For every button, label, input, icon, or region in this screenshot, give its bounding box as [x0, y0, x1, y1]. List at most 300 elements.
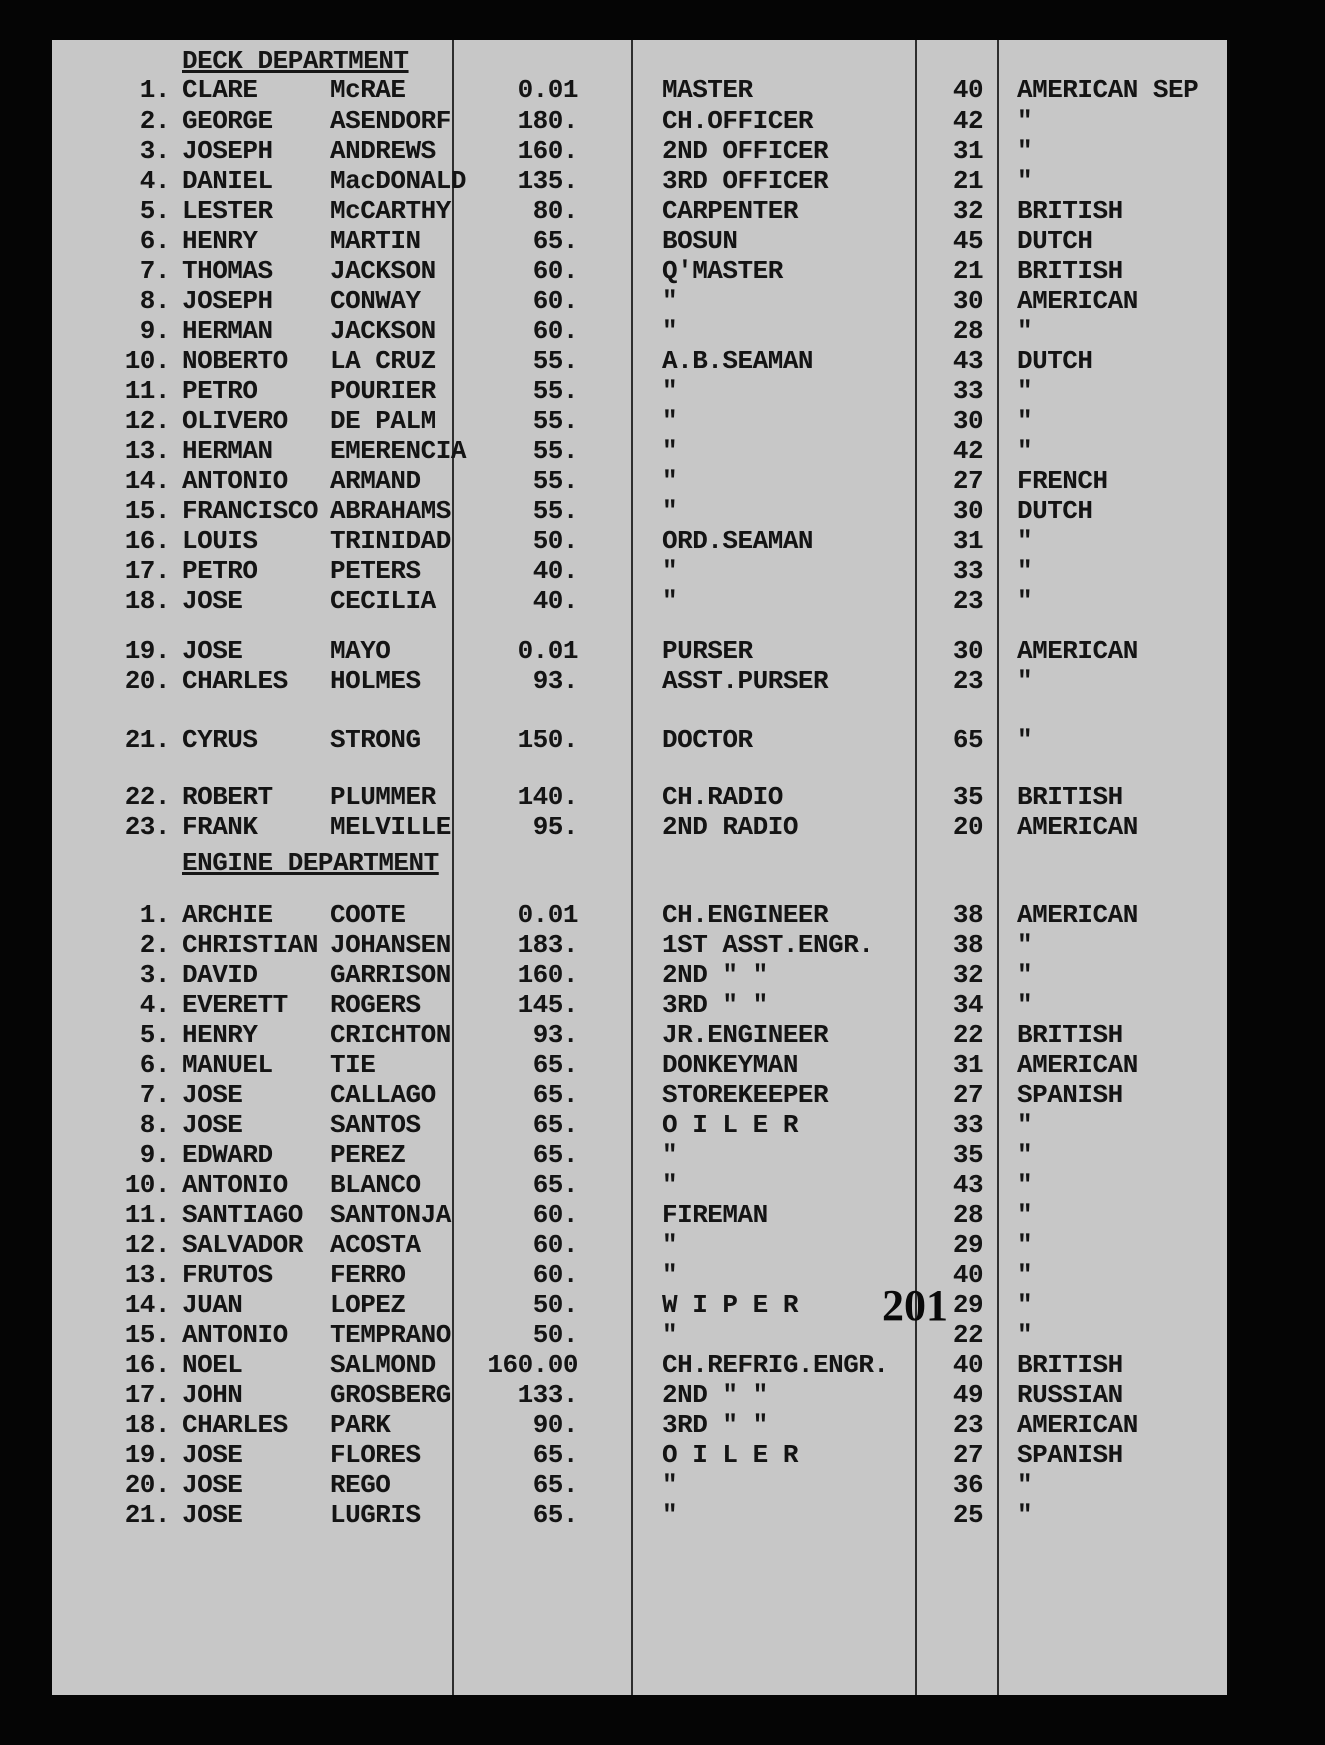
crew-rate: ": [662, 466, 678, 496]
crew-rate: ": [662, 1260, 678, 1290]
crew-pay: 0.01: [517, 900, 578, 930]
crew-pay: 65.: [532, 1050, 578, 1080]
crew-num: 4.: [139, 166, 170, 196]
crew-num: 3.: [139, 136, 170, 166]
crew-nat: ": [1017, 725, 1033, 755]
crew-nat: ": [1017, 376, 1033, 406]
crew-rate: 1ST ASST.ENGR.: [662, 930, 874, 960]
crew-num: 6.: [139, 1050, 170, 1080]
crew-last: EMERENCIA: [330, 436, 466, 466]
crew-pay: 160.00: [487, 1350, 578, 1380]
crew-rate: ": [662, 586, 678, 616]
crew-pay: 60.: [532, 256, 578, 286]
crew-age: 36: [952, 1470, 984, 1500]
crew-first: FRANK: [182, 812, 258, 842]
crew-num: 1.: [139, 75, 170, 105]
crew-nat: BRITISH: [1017, 196, 1123, 226]
crew-rate: O I L E R: [662, 1440, 798, 1470]
crew-nat: ": [1017, 1170, 1033, 1200]
crew-last: McCARTHY: [330, 196, 451, 226]
crew-age: 33: [952, 376, 984, 406]
crew-nat: AMERICAN: [1017, 286, 1138, 316]
crew-age: 29: [952, 1290, 984, 1320]
crew-rate: ": [662, 1140, 678, 1170]
crew-num: 10.: [124, 1170, 170, 1200]
crew-pay: 65.: [532, 1500, 578, 1530]
crew-age: 32: [952, 960, 984, 990]
crew-rate: CH.REFRIG.ENGR.: [662, 1350, 889, 1380]
crew-nat: DUTCH: [1017, 496, 1093, 526]
crew-num: 15.: [124, 496, 170, 526]
crew-last: HOLMES: [330, 666, 421, 696]
crew-rate: ASST.PURSER: [662, 666, 829, 696]
crew-first: EDWARD: [182, 1140, 273, 1170]
crew-age: 45: [952, 226, 984, 256]
deck-department-title: DECK DEPARTMENT: [182, 46, 409, 76]
crew-nat: ": [1017, 1260, 1033, 1290]
crew-num: 22.: [124, 782, 170, 812]
crew-pay: 55.: [532, 346, 578, 376]
crew-pay: 65.: [532, 1170, 578, 1200]
crew-nat: DUTCH: [1017, 226, 1093, 256]
crew-nat: ": [1017, 1110, 1033, 1140]
crew-last: SANTOS: [330, 1110, 421, 1140]
crew-first: HERMAN: [182, 436, 273, 466]
crew-pay: 55.: [532, 406, 578, 436]
crew-row: [52, 990, 1227, 1020]
crew-row: [52, 75, 1227, 105]
crew-nat: ": [1017, 1140, 1033, 1170]
crew-pay: 65.: [532, 1470, 578, 1500]
crew-nat: ": [1017, 990, 1033, 1020]
crew-rate: ": [662, 436, 678, 466]
crew-row: [52, 960, 1227, 990]
crew-row: [52, 1110, 1227, 1140]
crew-last: TRINIDAD: [330, 526, 451, 556]
crew-nat: ": [1017, 1470, 1033, 1500]
engine-department-title: ENGINE DEPARTMENT: [182, 848, 439, 878]
crew-last: PETERS: [330, 556, 421, 586]
crew-num: 23.: [124, 812, 170, 842]
crew-age: 23: [952, 666, 984, 696]
crew-pay: 140.: [517, 782, 578, 812]
crew-last: CALLAGO: [330, 1080, 436, 1110]
crew-last: STRONG: [330, 725, 421, 755]
crew-num: 21.: [124, 725, 170, 755]
crew-rate: ": [662, 1230, 678, 1260]
crew-age: 33: [952, 556, 984, 586]
crew-nat: ": [1017, 960, 1033, 990]
crew-last: CECILIA: [330, 586, 436, 616]
crew-age: 22: [952, 1020, 984, 1050]
crew-age: 42: [952, 106, 984, 136]
crew-pay: 60.: [532, 1200, 578, 1230]
crew-first: MANUEL: [182, 1050, 273, 1080]
crew-first: DAVID: [182, 960, 258, 990]
crew-last: LOPEZ: [330, 1290, 406, 1320]
crew-nat: ": [1017, 556, 1033, 586]
crew-pay: 65.: [532, 1440, 578, 1470]
crew-last: BLANCO: [330, 1170, 421, 1200]
crew-pay: 95.: [532, 812, 578, 842]
crew-pay: 145.: [517, 990, 578, 1020]
crew-age: 31: [952, 526, 984, 556]
crew-nat: ": [1017, 1200, 1033, 1230]
crew-nat: ": [1017, 1290, 1033, 1320]
crew-list-sheet: [52, 40, 1227, 1695]
crew-age: 40: [952, 75, 984, 105]
crew-row: [52, 226, 1227, 256]
page-number-stamp: 201: [882, 1281, 948, 1330]
crew-last: McRAE: [330, 75, 406, 105]
crew-num: 13.: [124, 436, 170, 466]
crew-last: REGO: [330, 1470, 391, 1500]
crew-rate: ORD.SEAMAN: [662, 526, 814, 556]
crew-age: 27: [952, 1440, 984, 1470]
crew-num: 17.: [124, 1380, 170, 1410]
crew-last: COOTE: [330, 900, 406, 930]
crew-num: 14.: [124, 466, 170, 496]
crew-rate: 3RD " ": [662, 1410, 768, 1440]
crew-row: [52, 496, 1227, 526]
crew-pay: 93.: [532, 1020, 578, 1050]
crew-nat: ": [1017, 406, 1033, 436]
crew-row: [52, 286, 1227, 316]
crew-rate: 3RD OFFICER: [662, 166, 829, 196]
crew-nat: DUTCH: [1017, 346, 1093, 376]
crew-num: 1.: [139, 900, 170, 930]
crew-rate: DONKEYMAN: [662, 1050, 798, 1080]
crew-rate: ": [662, 286, 678, 316]
crew-last: MARTIN: [330, 226, 421, 256]
crew-pay: 180.: [517, 106, 578, 136]
crew-last: ROGERS: [330, 990, 421, 1020]
crew-age: 21: [952, 256, 984, 286]
crew-pay: 93.: [532, 666, 578, 696]
crew-row: [52, 106, 1227, 136]
crew-age: 22: [952, 1320, 984, 1350]
crew-nat: ": [1017, 136, 1033, 166]
crew-last: PEREZ: [330, 1140, 406, 1170]
crew-last: ASENDORF: [330, 106, 451, 136]
crew-age: 31: [952, 1050, 984, 1080]
crew-row: [52, 136, 1227, 166]
crew-pay: 60.: [532, 316, 578, 346]
crew-row: [52, 666, 1227, 696]
crew-pay: 65.: [532, 1110, 578, 1140]
crew-age: 20: [952, 812, 984, 842]
crew-row: [52, 466, 1227, 496]
crew-nat: AMERICAN: [1017, 900, 1138, 930]
crew-last: ARMAND: [330, 466, 421, 496]
crew-age: 43: [952, 346, 984, 376]
crew-first: JOSEPH: [182, 286, 273, 316]
crew-nat: AMERICAN: [1017, 636, 1138, 666]
crew-rate: 2ND RADIO: [662, 812, 798, 842]
crew-num: 15.: [124, 1320, 170, 1350]
crew-age: 23: [952, 1410, 984, 1440]
crew-rate: 2ND " ": [662, 1380, 768, 1410]
crew-age: 65: [952, 725, 984, 755]
crew-rate: ": [662, 1170, 678, 1200]
crew-rate: BOSUN: [662, 226, 738, 256]
crew-rate: JR.ENGINEER: [662, 1020, 829, 1050]
crew-pay: 50.: [532, 1320, 578, 1350]
crew-pay: 160.: [517, 960, 578, 990]
crew-rate: FIREMAN: [662, 1200, 768, 1230]
crew-age: 35: [952, 782, 984, 812]
crew-nat: BRITISH: [1017, 256, 1123, 286]
crew-nat: ": [1017, 166, 1033, 196]
crew-nat: BRITISH: [1017, 782, 1123, 812]
crew-row: [52, 725, 1227, 755]
crew-nat: ": [1017, 526, 1033, 556]
crew-nat: FRENCH: [1017, 466, 1108, 496]
crew-pay: 55.: [532, 376, 578, 406]
crew-rate: 2ND OFFICER: [662, 136, 829, 166]
crew-age: 38: [952, 930, 984, 960]
crew-rate: ": [662, 1500, 678, 1530]
crew-row: [52, 1200, 1227, 1230]
crew-row: [52, 1170, 1227, 1200]
crew-pay: 160.: [517, 136, 578, 166]
crew-age: 30: [952, 286, 984, 316]
crew-first: NOBERTO: [182, 346, 288, 376]
crew-num: 19.: [124, 636, 170, 666]
crew-row: [52, 1380, 1227, 1410]
crew-row: [52, 196, 1227, 226]
crew-num: 12.: [124, 406, 170, 436]
crew-rate: ": [662, 1320, 678, 1350]
crew-age: 29: [952, 1230, 984, 1260]
crew-age: 35: [952, 1140, 984, 1170]
crew-last: GARRISON: [330, 960, 451, 990]
crew-nat: ": [1017, 1320, 1033, 1350]
crew-first: EVERETT: [182, 990, 288, 1020]
crew-num: 20.: [124, 666, 170, 696]
crew-nat: ": [1017, 1500, 1033, 1530]
crew-first: LESTER: [182, 196, 273, 226]
crew-age: 27: [952, 466, 984, 496]
crew-row: [52, 1080, 1227, 1110]
crew-nat: AMERICAN: [1017, 812, 1138, 842]
crew-pay: 133.: [517, 1380, 578, 1410]
crew-nat: ": [1017, 106, 1033, 136]
crew-last: CONWAY: [330, 286, 421, 316]
crew-row: [52, 376, 1227, 406]
crew-last: LUGRIS: [330, 1500, 421, 1530]
crew-row: [52, 316, 1227, 346]
crew-first: JUAN: [182, 1290, 243, 1320]
crew-row: [52, 930, 1227, 960]
crew-first: SALVADOR: [182, 1230, 303, 1260]
crew-row: [52, 526, 1227, 556]
crew-rate: PURSER: [662, 636, 753, 666]
crew-pay: 80.: [532, 196, 578, 226]
crew-age: 23: [952, 586, 984, 616]
crew-last: FERRO: [330, 1260, 406, 1290]
crew-num: 21.: [124, 1500, 170, 1530]
crew-last: PARK: [330, 1410, 391, 1440]
crew-num: 8.: [139, 286, 170, 316]
crew-row: [52, 1350, 1227, 1380]
crew-nat: RUSSIAN: [1017, 1380, 1123, 1410]
crew-last: MELVILLE: [330, 812, 451, 842]
crew-pay: 150.: [517, 725, 578, 755]
crew-row: [52, 782, 1227, 812]
crew-last: LA CRUZ: [330, 346, 436, 376]
crew-age: 27: [952, 1080, 984, 1110]
crew-row: [52, 1290, 1227, 1320]
crew-last: JOHANSEN: [330, 930, 451, 960]
crew-row: [52, 1230, 1227, 1260]
crew-first: JOSE: [182, 1110, 243, 1140]
crew-nat: BRITISH: [1017, 1350, 1123, 1380]
crew-age: 40: [952, 1260, 984, 1290]
crew-pay: 55.: [532, 496, 578, 526]
crew-row: [52, 1410, 1227, 1440]
crew-rate: CARPENTER: [662, 196, 798, 226]
crew-rate: ": [662, 406, 678, 436]
crew-num: 5.: [139, 196, 170, 226]
crew-rate: ": [662, 496, 678, 526]
crew-age: 30: [952, 636, 984, 666]
crew-row: [52, 636, 1227, 666]
crew-rate: 3RD " ": [662, 990, 768, 1020]
crew-rate: CH.OFFICER: [662, 106, 814, 136]
crew-age: 49: [952, 1380, 984, 1410]
crew-first: CHRISTIAN: [182, 930, 318, 960]
crew-pay: 60.: [532, 286, 578, 316]
crew-row: [52, 406, 1227, 436]
crew-rate: MASTER: [662, 75, 753, 105]
crew-first: NOEL: [182, 1350, 243, 1380]
crew-last: POURIER: [330, 376, 436, 406]
crew-first: JOSE: [182, 586, 243, 616]
crew-last: MAYO: [330, 636, 391, 666]
crew-first: ANTONIO: [182, 1170, 288, 1200]
crew-row: [52, 436, 1227, 466]
crew-rate: A.B.SEAMAN: [662, 346, 814, 376]
crew-nat: AMERICAN: [1017, 1050, 1138, 1080]
crew-first: THOMAS: [182, 256, 273, 286]
crew-last: MacDONALD: [330, 166, 466, 196]
crew-rate: CH.RADIO: [662, 782, 783, 812]
crew-pay: 55.: [532, 436, 578, 466]
crew-first: PETRO: [182, 376, 258, 406]
crew-num: 3.: [139, 960, 170, 990]
crew-age: 34: [952, 990, 984, 1020]
crew-first: HENRY: [182, 1020, 258, 1050]
crew-nat: ": [1017, 436, 1033, 466]
crew-num: 18.: [124, 586, 170, 616]
crew-first: CHARLES: [182, 666, 288, 696]
crew-age: 25: [952, 1500, 984, 1530]
crew-last: JACKSON: [330, 256, 436, 286]
crew-num: 14.: [124, 1290, 170, 1320]
crew-num: 2.: [139, 106, 170, 136]
crew-last: SALMOND: [330, 1350, 436, 1380]
crew-nat: AMERICAN SEP: [1017, 75, 1199, 105]
crew-rate: ": [662, 316, 678, 346]
crew-last: DE PALM: [330, 406, 436, 436]
crew-first: JOHN: [182, 1380, 243, 1410]
crew-row: [52, 1470, 1227, 1500]
crew-pay: 0.01: [517, 75, 578, 105]
crew-pay: 55.: [532, 466, 578, 496]
crew-first: ROBERT: [182, 782, 273, 812]
crew-row: [52, 586, 1227, 616]
crew-nat: ": [1017, 586, 1033, 616]
crew-last: ABRAHAMS: [330, 496, 451, 526]
crew-pay: 0.01: [517, 636, 578, 666]
crew-first: OLIVERO: [182, 406, 288, 436]
crew-row: [52, 1320, 1227, 1350]
crew-nat: BRITISH: [1017, 1020, 1123, 1050]
crew-pay: 183.: [517, 930, 578, 960]
crew-num: 7.: [139, 256, 170, 286]
crew-last: ANDREWS: [330, 136, 436, 166]
crew-row: [52, 1050, 1227, 1080]
crew-num: 9.: [139, 1140, 170, 1170]
crew-age: 21: [952, 166, 984, 196]
crew-age: 30: [952, 406, 984, 436]
crew-age: 43: [952, 1170, 984, 1200]
crew-rate: O I L E R: [662, 1110, 798, 1140]
crew-nat: ": [1017, 666, 1033, 696]
crew-first: JOSE: [182, 1440, 243, 1470]
crew-age: 30: [952, 496, 984, 526]
crew-num: 19.: [124, 1440, 170, 1470]
crew-pay: 40.: [532, 556, 578, 586]
crew-row: [52, 812, 1227, 842]
crew-rate: DOCTOR: [662, 725, 753, 755]
crew-pay: 135.: [517, 166, 578, 196]
crew-last: TEMPRANO: [330, 1320, 451, 1350]
crew-age: 33: [952, 1110, 984, 1140]
crew-rate: STOREKEEPER: [662, 1080, 829, 1110]
crew-rate: ": [662, 556, 678, 586]
crew-last: ACOSTA: [330, 1230, 421, 1260]
crew-num: 9.: [139, 316, 170, 346]
crew-pay: 60.: [532, 1230, 578, 1260]
crew-first: JOSE: [182, 636, 243, 666]
crew-num: 18.: [124, 1410, 170, 1440]
crew-rate: ": [662, 376, 678, 406]
crew-num: 12.: [124, 1230, 170, 1260]
crew-first: FRUTOS: [182, 1260, 273, 1290]
crew-last: TIE: [330, 1050, 376, 1080]
crew-num: 4.: [139, 990, 170, 1020]
crew-row: [52, 166, 1227, 196]
crew-num: 7.: [139, 1080, 170, 1110]
crew-nat: ": [1017, 316, 1033, 346]
crew-first: SANTIAGO: [182, 1200, 303, 1230]
crew-first: JOSE: [182, 1080, 243, 1110]
crew-row: [52, 900, 1227, 930]
crew-first: LOUIS: [182, 526, 258, 556]
crew-last: CRICHTON: [330, 1020, 451, 1050]
crew-first: FRANCISCO: [182, 496, 318, 526]
crew-last: PLUMMER: [330, 782, 436, 812]
crew-num: 13.: [124, 1260, 170, 1290]
crew-first: PETRO: [182, 556, 258, 586]
crew-age: 28: [952, 1200, 984, 1230]
crew-num: 16.: [124, 1350, 170, 1380]
crew-row: [52, 256, 1227, 286]
crew-row: [52, 1140, 1227, 1170]
crew-nat: ": [1017, 1230, 1033, 1260]
